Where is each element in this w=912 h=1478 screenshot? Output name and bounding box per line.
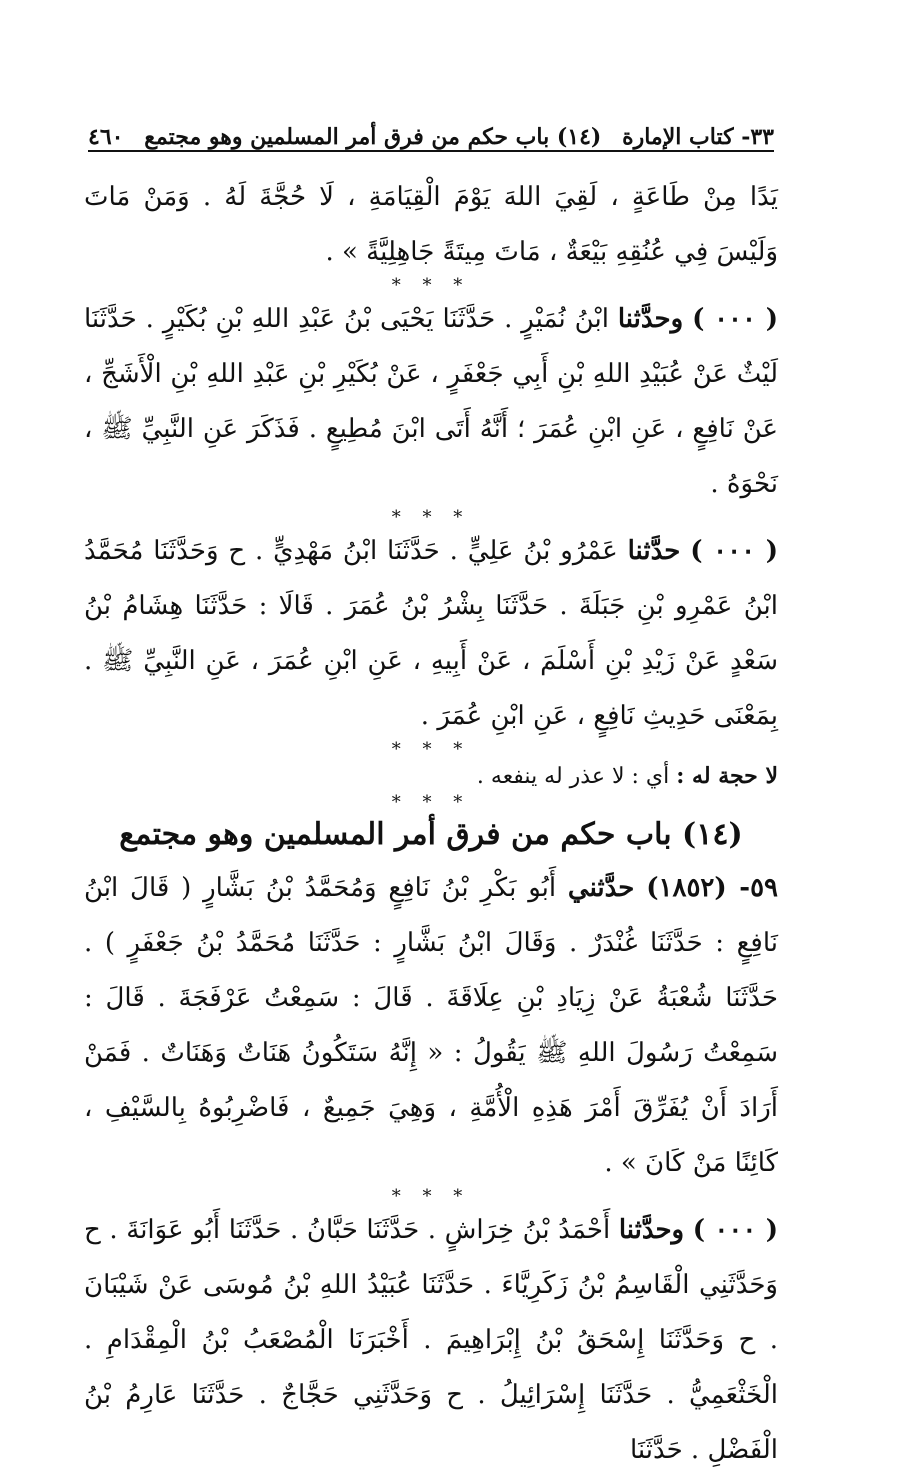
chapter-heading: (١٤) باب حكم من فرق أمر المسلمين وهو مجتمع bbox=[144, 124, 602, 150]
hadith-lead: حدَّثنا bbox=[627, 536, 681, 566]
hadith-lead: حدَّثني bbox=[567, 873, 635, 903]
hadith-lead: وحدَّثنا bbox=[617, 304, 684, 334]
hadith-number: ( ٠٠٠ ) bbox=[692, 304, 779, 334]
separator-stars: * * * bbox=[391, 507, 471, 528]
page-body bbox=[84, 170, 778, 1478]
paragraph-1: يَدًا مِنْ طَاعَةٍ ، لَقِيَ اللهَ يَوْمَ الْقِيَامَةِ ، لَا حُجَّةَ لَهُ . وَمَنْ مَاتَ وَلَيْسَ فِي عُنُقِهِ بَيْعَةٌ ، مَاتَ مِيتَةً جَاهِلِيَّةً » . bbox=[84, 182, 778, 267]
separator-stars: * * * bbox=[391, 792, 471, 813]
footnote bbox=[84, 756, 778, 797]
separator-stars: * * * bbox=[391, 275, 471, 296]
separator-stars: * * * bbox=[391, 739, 471, 760]
book-title: ٣٣- كتاب الإمارة bbox=[622, 124, 774, 150]
paragraph-5 bbox=[84, 1203, 778, 1478]
paragraph-2 bbox=[84, 292, 778, 512]
hadith-number: ( ٠٠٠ ) bbox=[690, 536, 779, 566]
running-header bbox=[88, 110, 774, 152]
paragraph-4 bbox=[84, 861, 778, 1191]
footnote-term: لا حجة له : bbox=[676, 763, 778, 789]
hadith-text: عَمْرُو بْنُ عَلِيٍّ . حَدَّثَنَا ابْنُ مَهْدِيٍّ . ح وَحَدَّثَنَا مُحَمَّدُ ابْنُ عَمْرِو بْنِ جَبَلَةَ . حَدَّثَنَا بِشْرُ بْنُ عُمَرَ . قَالَا : حَدَّثَنَا هِشَامُ بْنُ سَعْدٍ عَنْ زَيْدِ بْنِ أَسْلَمَ ، عَنْ أَبِيهِ ، عَنِ ابْنِ عُمَرَ ، عَنِ النَّبِيِّ ﷺ . بِمَعْنَى حَدِيثِ نَافِعٍ ، عَنِ ابْنِ عُمَرَ . bbox=[84, 536, 778, 731]
hadith-text: ابْنُ نُمَيْرٍ . حَدَّثَنَا يَحْيَى بْنُ عَبْدِ اللهِ بْنِ بُكَيْرٍ . حَدَّثَنَا لَيْثٌ عَنْ عُبَيْدِ اللهِ بْنِ أَبِي جَعْفَرٍ ، عَنْ بُكَيْرِ بْنِ عَبْدِ اللهِ بْنِ الْأَشَجِّ ، عَنْ نَافِعٍ ، عَنِ ابْنِ عُمَرَ ؛ أَنَّهُ أَتَى ابْنَ مُطِيعٍ . فَذَكَرَ عَنِ النَّبِيِّ ﷺ ، نَحْوَهُ . bbox=[84, 304, 778, 499]
hadith-text: أَحْمَدُ بْنُ خِرَاشٍ . حَدَّثَنَا حَبَّانُ . حَدَّثَنَا أَبُو عَوَانَةَ . ح وَحَدَّثَنِي الْقَاسِمُ بْنُ زَكَرِيَّاءَ . حَدَّثَنَا عُبَيْدُ اللهِ بْنُ مُوسَى عَنْ شَيْبَانَ . ح وَحَدَّثَنَا إِسْحَقُ بْنُ إِبْرَاهِيمَ . أَخْبَرَنَا الْمُصْعَبُ بْنُ الْمِقْدَامِ . الْخَثْعَمِيُّ . حَدَّثَنَا إِسْرَائِيلُ . ح وَحَدَّثَنِي حَجَّاجٌ . حَدَّثَنَا عَارِمُ بْنُ الْفَضْلِ . حَدَّثَنَا bbox=[84, 1215, 778, 1465]
hadith-number: ( ٠٠٠ ) bbox=[692, 1215, 779, 1245]
separator-stars: * * * bbox=[391, 1186, 471, 1207]
hadith-text: أَبُو بَكْرِ بْنُ نَافِعٍ وَمُحَمَّدُ بْنُ بَشَّارٍ ( قَالَ ابْنُ نَافِعٍ : حَدَّثَنَا غُنْدَرٌ . وَقَالَ ابْنُ بَشَّارٍ : حَدَّثَنَا مُحَمَّدُ بْنُ جَعْفَرٍ ) . حَدَّثَنَا شُعْبَةُ عَنْ زِيَادِ بْنِ عِلَاقَةَ . قَالَ : سَمِعْتُ عَرْفَجَةَ . قَالَ : سَمِعْتُ رَسُولَ اللهِ ﷺ يَقُولُ : « إِنَّهُ سَتَكُونُ هَنَاتٌ وَهَنَاتٌ . فَمَنْ أَرَادَ أَنْ يُفَرِّقَ أَمْرَ هَذِهِ الْأُمَّةِ ، وَهِيَ جَمِيعٌ ، فَاضْرِبُوهُ بِالسَّيْفِ ، كَائِنًا مَنْ كَانَ » . bbox=[84, 873, 778, 1178]
footnote-text: أي : لا عذر له ينفعه . bbox=[476, 764, 670, 789]
page-number: ٤٦٠ bbox=[88, 124, 124, 150]
hadith-number: ٥٩- (١٨٥٢) bbox=[646, 873, 779, 903]
paragraph-3 bbox=[84, 524, 778, 744]
chapter-title: (١٤) باب حكم من فرق أمر المسلمين وهو مجتمع bbox=[119, 817, 743, 852]
hadith-lead: وحدَّثنا bbox=[618, 1215, 685, 1245]
